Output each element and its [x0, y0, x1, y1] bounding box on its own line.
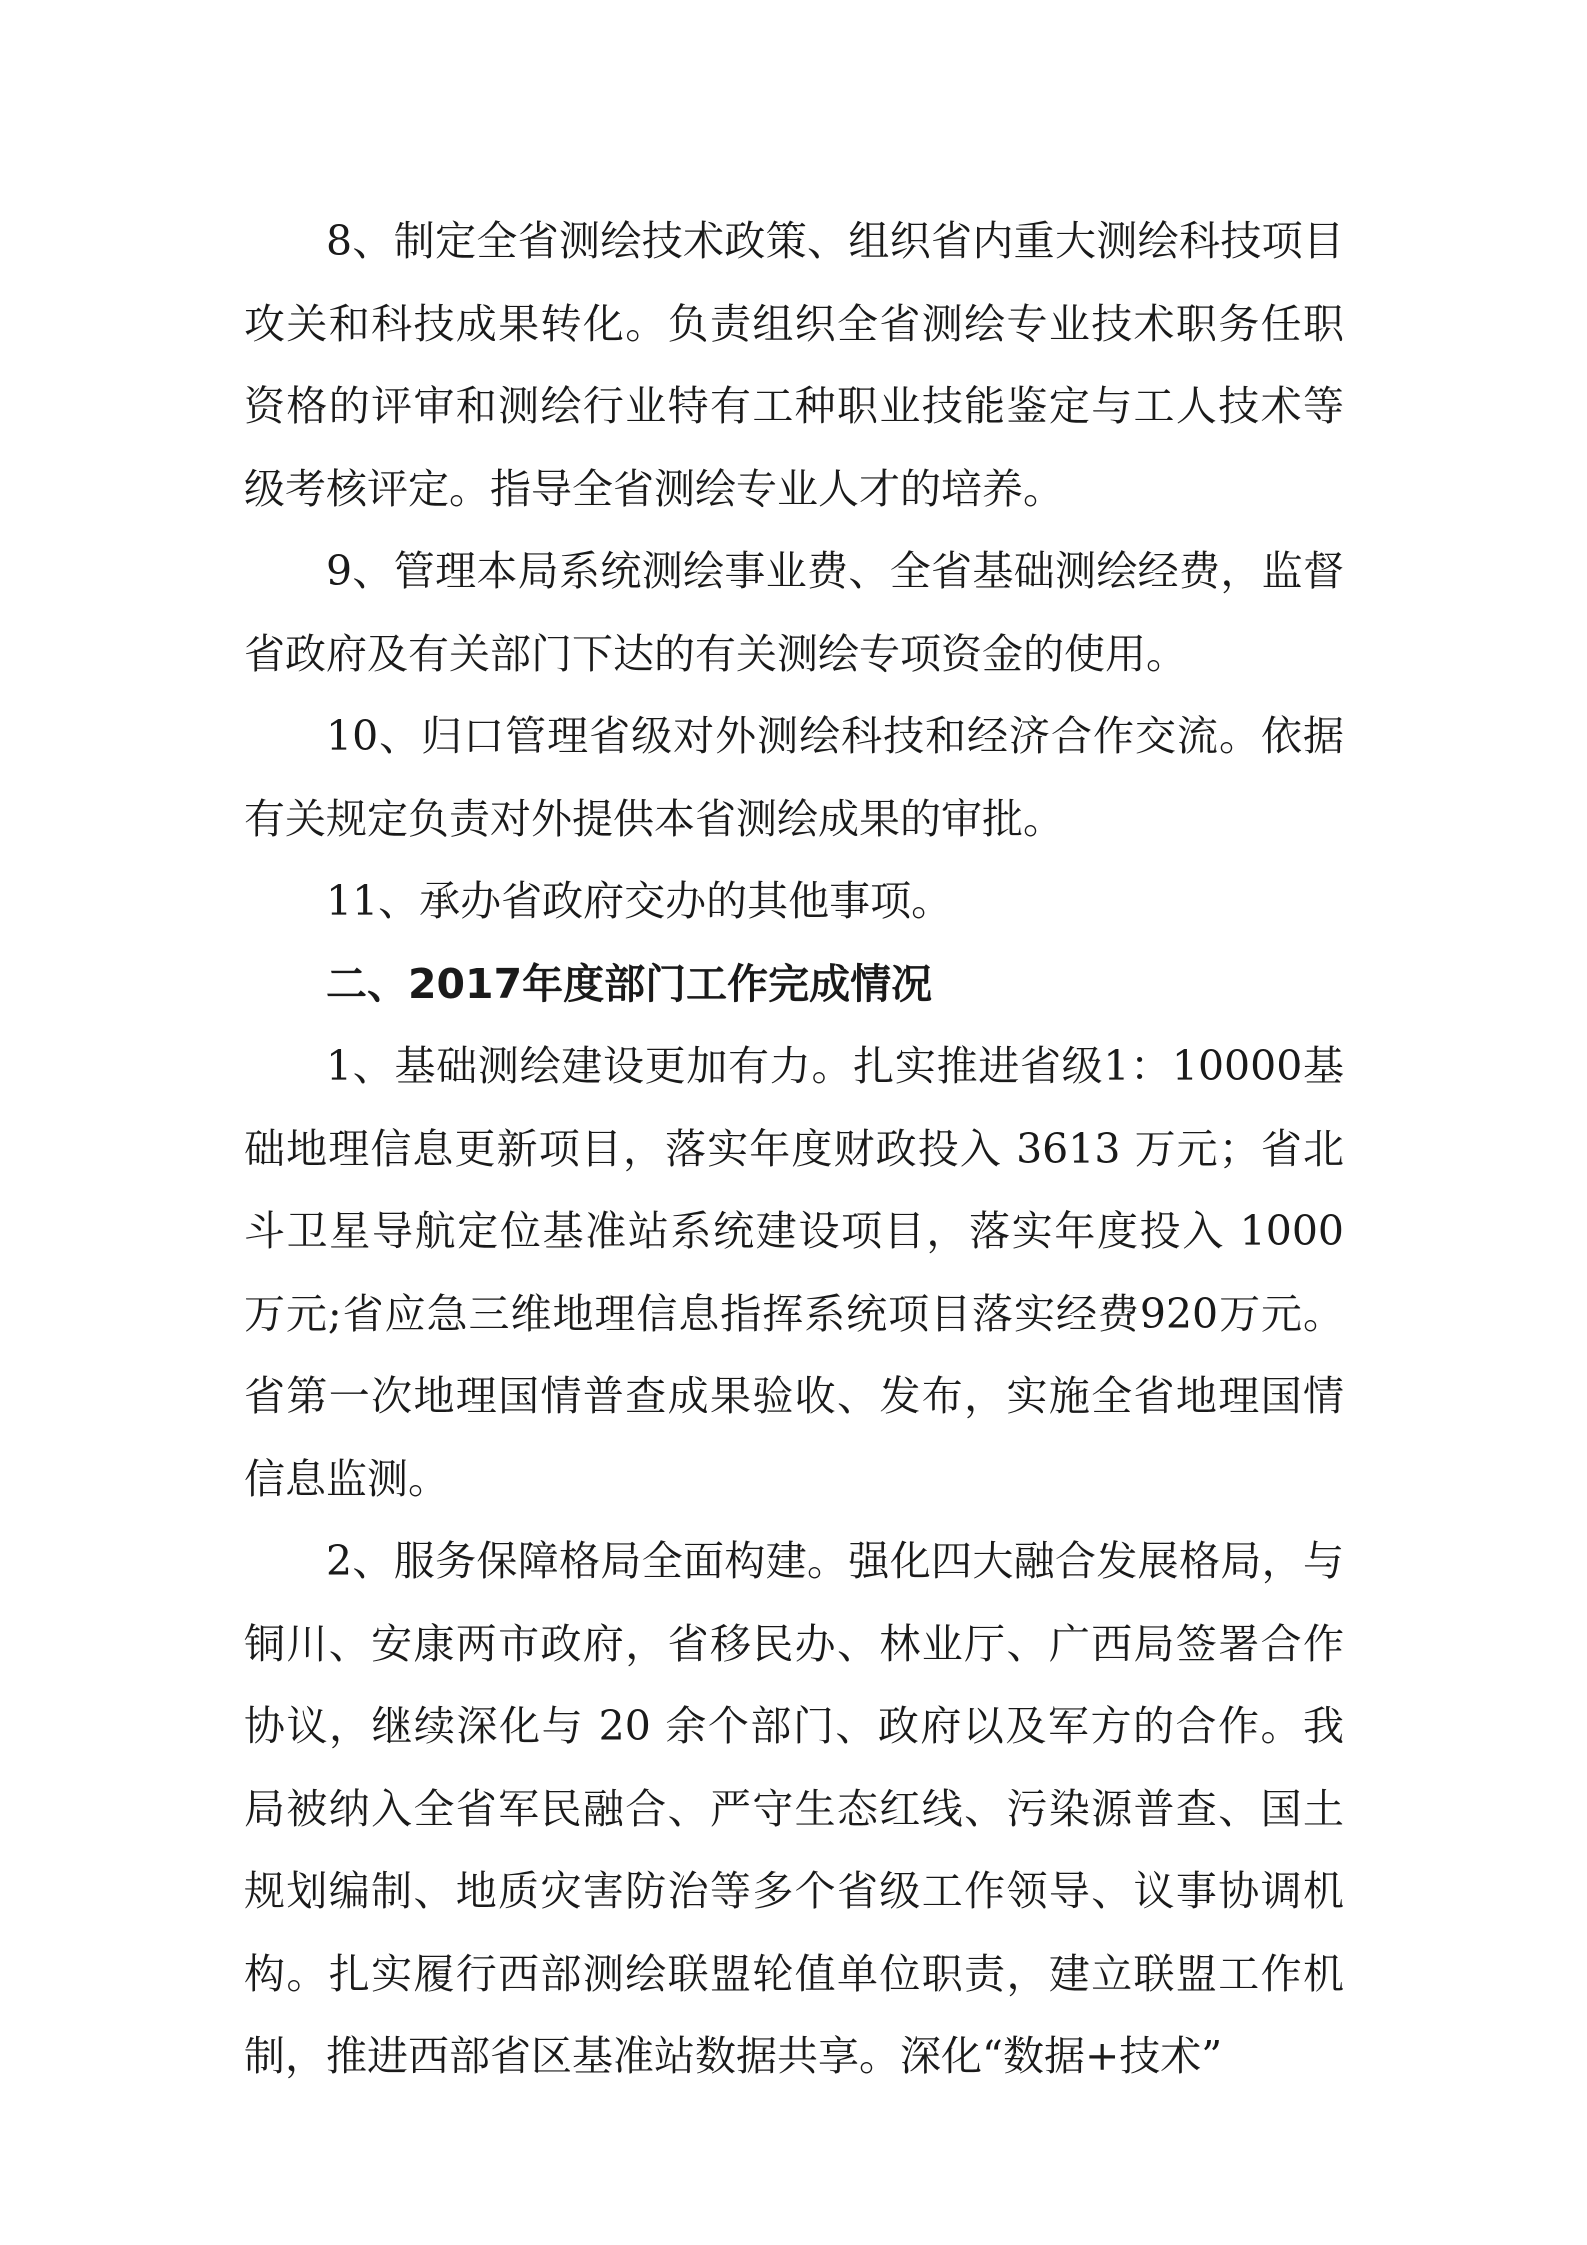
- document-body: [244, 200, 1344, 2098]
- paragraph-item-9: 9、管理本局系统测绘事业费、全省基础测绘经费，监督省政府及有关部门下达的有关测绘专项资金的使用。: [244, 547, 1344, 678]
- paragraph-item-11: 11、承办省政府交办的其他事项。: [326, 877, 953, 925]
- paragraph-item-10: 10、归口管理省级对外测绘科技和经济合作交流。依据有关规定负责对外提供本省测绘成果的审批。: [244, 712, 1344, 843]
- paragraph-item-8: 8、制定全省测绘技术政策、组织省内重大测绘科技项目攻关和科技成果转化。负责组织全省测绘专业技术职务任职资格的评审和测绘行业特有工种职业技能鉴定与工人技术等级考核评定。指导全省测绘专业人才的培养。: [244, 217, 1344, 513]
- section-heading: 二、2017年度部门工作完成情况: [326, 959, 933, 1008]
- paragraph-service-support: 2、服务保障格局全面构建。强化四大融合发展格局，与铜川、安康两市政府，省移民办、林业厅、广西局签署合作协议，继续深化与 20 余个部门、政府以及军方的合作。我局被纳入全省军民融合、严守生态红线、污染源普查、国土规划编制、地质灾害防治等多个省级工作领导、议事协调机构。扎实履行西部测绘联盟轮值单位职责，建立联盟工作机制，推进西部省区基准站数据共享。深化“数据+技术”: [244, 1537, 1344, 2080]
- paragraph-basic-surveying: 1、基础测绘建设更加有力。扎实推进省级1：10000基础地理信息更新项目，落实年度财政投入 3613 万元；省北斗卫星导航定位基准站系统建设项目，落实年度投入 1000万元;省应急三维地理信息指挥系统项目落实经费920万元。省第一次地理国情普查成果验收、发布，实施全省地理国情信息监测。: [244, 1042, 1344, 1503]
